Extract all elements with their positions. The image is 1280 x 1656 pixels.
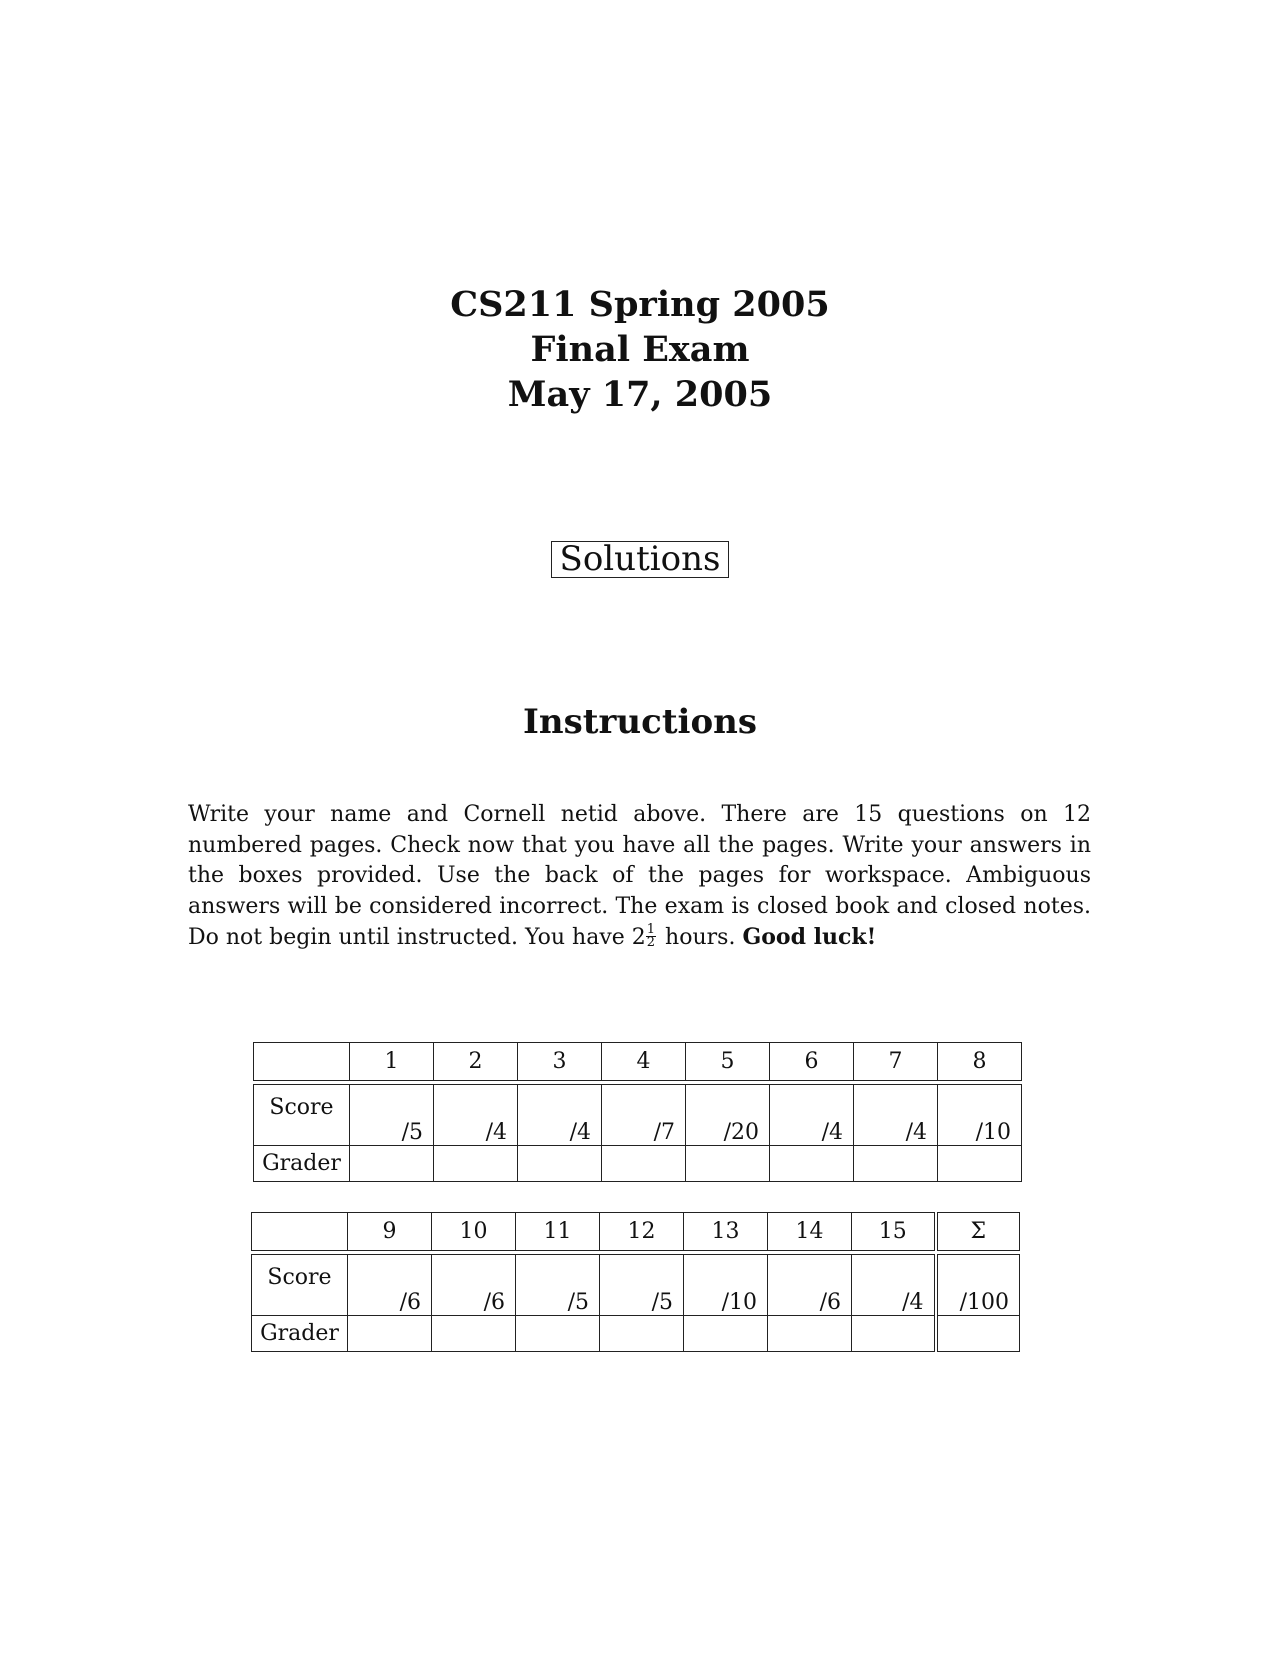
exam-date: May 17, 2005 [507,374,773,415]
score-row [252,1255,1020,1316]
question-number: 9 [348,1213,432,1251]
question-number: 1 [350,1043,434,1081]
score-cell: /4 [434,1085,518,1146]
exam-name: Final Exam [530,329,750,370]
grader-cell [432,1316,516,1352]
course-title: CS211 Spring 2005 [450,284,830,325]
instructions-text-part1: Write your name and Cornell netid above. There are 15 questions on 12 numbered pages. Check now that you have all the pages. Write your answers in the boxes provided. Use the back of the pages for workspace. Ambiguous answers will be considered incorrect. The exam is closed book and closed notes. Do not begin until instructed. You have 2 [188,802,1091,950]
question-number-row [254,1043,1022,1081]
grader-cell [600,1316,684,1352]
grader-cell [518,1146,602,1182]
good-luck-text: Good luck! [742,924,877,950]
fraction-numerator: 1 [646,921,656,937]
grader-cell [768,1316,852,1352]
score-label: Score [254,1085,350,1146]
score-label: Score [252,1255,348,1316]
grader-cell [602,1146,686,1182]
score-cell: /6 [348,1255,432,1316]
question-number: 2 [434,1043,518,1081]
blank-header-cell [252,1213,348,1251]
question-number-row [252,1213,1020,1251]
score-cell: /4 [770,1085,854,1146]
score-cell: /5 [516,1255,600,1316]
grader-cell [936,1316,1020,1352]
grading-table-1 [253,1042,1022,1182]
grader-cell [434,1146,518,1182]
question-number: 7 [854,1043,938,1081]
grader-row [254,1146,1022,1182]
grader-cell [770,1146,854,1182]
instructions-heading: Instructions [523,702,757,742]
grader-cell [348,1316,432,1352]
instructions-text-part2: hours. [658,925,743,950]
question-number: 12 [600,1213,684,1251]
score-cell: /5 [600,1255,684,1316]
question-number: 5 [686,1043,770,1081]
total-symbol: Σ [936,1213,1020,1251]
score-cell: /6 [768,1255,852,1316]
score-cell: /4 [854,1085,938,1146]
question-number: 3 [518,1043,602,1081]
grader-cell [938,1146,1022,1182]
score-cell: /4 [518,1085,602,1146]
score-cell: /7 [602,1085,686,1146]
question-number: 4 [602,1043,686,1081]
fraction-denominator: 2 [646,934,656,950]
question-number: 14 [768,1213,852,1251]
total-score-cell: /100 [936,1255,1020,1316]
exam-title [0,282,1280,417]
score-cell: /10 [684,1255,768,1316]
question-number: 8 [938,1043,1022,1081]
grader-cell [686,1146,770,1182]
question-number: 13 [684,1213,768,1251]
grader-cell [684,1316,768,1352]
grader-cell [516,1316,600,1352]
fraction-half [646,921,656,950]
grader-cell [852,1316,936,1352]
question-number: 10 [432,1213,516,1251]
blank-header-cell [254,1043,350,1081]
score-row [254,1085,1022,1146]
instructions-paragraph [188,800,1091,954]
grading-table-2 [251,1212,1020,1352]
question-number: 15 [852,1213,936,1251]
grader-row [252,1316,1020,1352]
grader-label: Grader [254,1146,350,1182]
grader-cell [350,1146,434,1182]
grader-cell [854,1146,938,1182]
score-cell: /4 [852,1255,936,1316]
score-cell: /10 [938,1085,1022,1146]
score-cell: /5 [350,1085,434,1146]
score-cell: /20 [686,1085,770,1146]
question-number: 11 [516,1213,600,1251]
score-cell: /6 [432,1255,516,1316]
grader-label: Grader [252,1316,348,1352]
question-number: 6 [770,1043,854,1081]
solutions-label: Solutions [551,541,729,578]
